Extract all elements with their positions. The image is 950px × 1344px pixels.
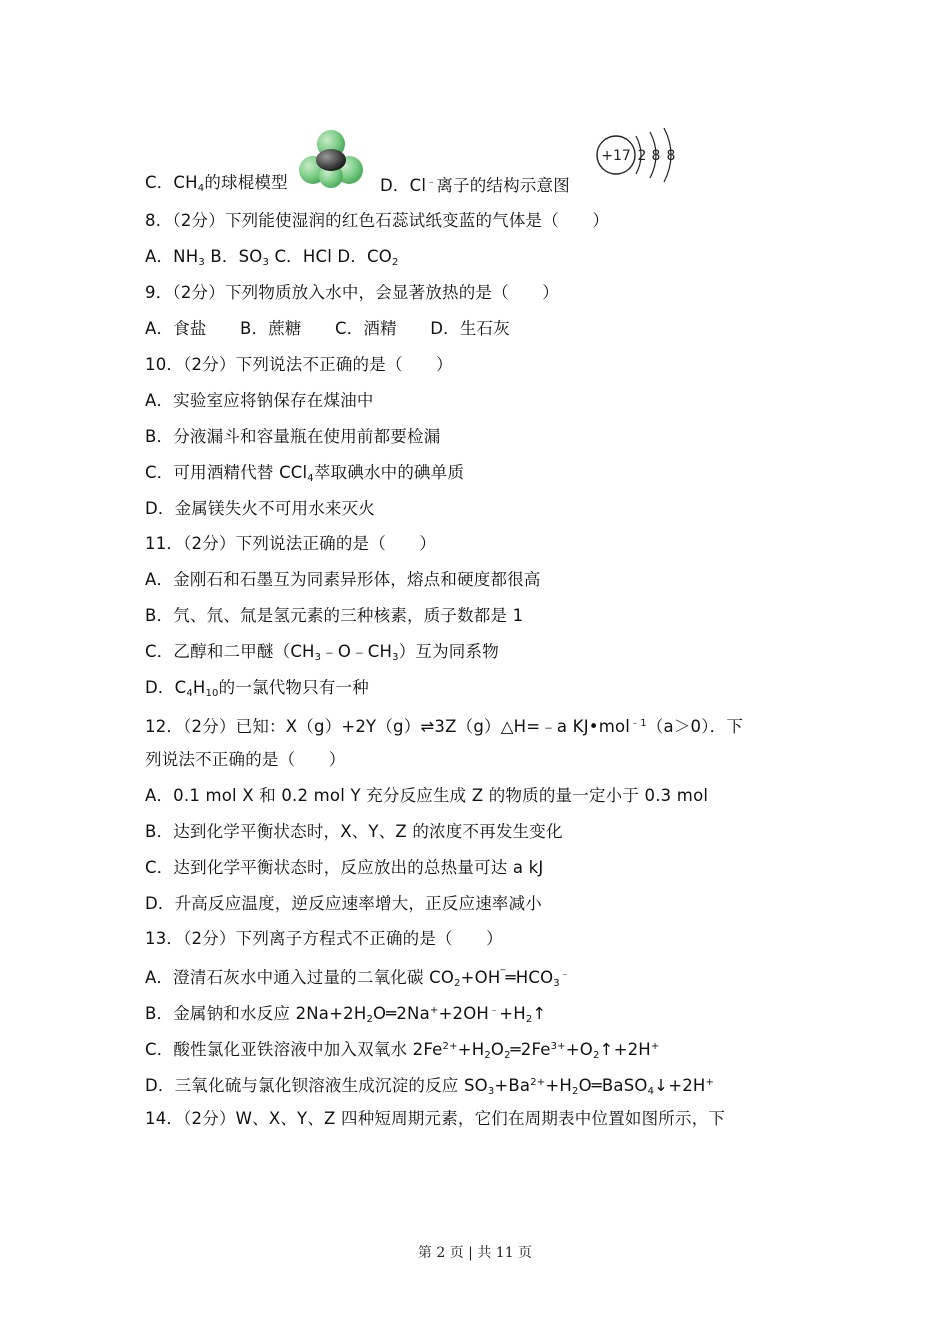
q7-c-text-post: 的球棍模型 bbox=[204, 173, 288, 192]
q13-c-post: ↑+2H bbox=[599, 1040, 651, 1059]
q11-option-d bbox=[145, 677, 369, 705]
q10-option-b: B．分液漏斗和容量瓶在使用前都要检漏 bbox=[145, 427, 441, 446]
q12-stem-post: （a＞0）．下 bbox=[646, 717, 744, 736]
q12-stem-line2: 列说法不正确的是（ ） bbox=[145, 750, 346, 769]
q11-d-post: 的一氯代物只有一种 bbox=[218, 678, 369, 697]
q14-stem: 14．（2分）W、X、Y、Z 四种短周期元素，它们在周期表中位置如图所示，下 bbox=[145, 1109, 726, 1128]
q7-d-text: D．Cl bbox=[380, 176, 427, 195]
q11-d-text: D．C bbox=[145, 678, 187, 697]
q13-d-text: D．三氧化硫与氯化钡溶液生成沉淀的反应 SO bbox=[145, 1076, 488, 1095]
q13-c-sub3: 2 bbox=[592, 1050, 600, 1061]
shell-2-electrons: 8 bbox=[651, 148, 661, 164]
q7-option-d bbox=[380, 172, 570, 197]
q13-c-sub1: 2 bbox=[484, 1050, 491, 1061]
q10-c-sub: 4 bbox=[307, 473, 314, 484]
q9-stem: 9．（2分）下列物质放入水中，会显著放热的是（ ） bbox=[145, 283, 559, 302]
carbon-atom bbox=[316, 149, 346, 171]
q13-c-sup1: 2+ bbox=[442, 1041, 458, 1052]
q7-d-text-post: 离子的结构示意图 bbox=[436, 176, 570, 195]
q13-option-a bbox=[145, 964, 570, 995]
q13-b-sub2: 2 bbox=[525, 1014, 533, 1025]
q13-option-d bbox=[145, 1072, 714, 1103]
q10-c-text-post: 萃取碘水中的碘单质 bbox=[313, 463, 465, 482]
q13-c-sup2: 3+ bbox=[550, 1041, 566, 1052]
q11-option-a: A．金刚石和石墨互为同素异形体，熔点和硬度都很高 bbox=[145, 570, 541, 589]
q13-b-sup2: ﹣ bbox=[489, 1005, 500, 1016]
q10-option-d: D．金属镁失火不可用水来灭火 bbox=[145, 499, 376, 518]
q8-cd: C．HCl D．CO bbox=[269, 247, 392, 266]
q13-a-sup2: ﹣ bbox=[559, 969, 571, 980]
q13-d-sub1: 3 bbox=[487, 1086, 495, 1097]
q13-a-sup1: ‾ bbox=[500, 969, 506, 980]
ch4-ball-stick-model-figure bbox=[298, 126, 364, 190]
q11-option-b: B．氕、氘、氚是氢元素的三种核素，质子数都是 1 bbox=[145, 606, 524, 625]
q13-d-post: ↓+2H bbox=[654, 1076, 706, 1095]
q10-option-c bbox=[145, 462, 464, 490]
q8-d-sub: 2 bbox=[391, 257, 399, 268]
q12-stem-line1 bbox=[145, 713, 743, 738]
q11-c-sub2: 3 bbox=[392, 652, 399, 663]
q11-c-post: ）互为同系物 bbox=[398, 642, 499, 661]
q13-b-sub1: 2 bbox=[366, 1014, 374, 1025]
q13-d-mid: +Ba bbox=[494, 1076, 531, 1095]
q13-c-sup3: + bbox=[650, 1041, 660, 1052]
q13-a-text: A．澄清石灰水中通入过量的二氧化碳 CO bbox=[145, 968, 455, 987]
q13-d-mid2: +H bbox=[545, 1076, 573, 1095]
q13-a-sub2: 3 bbox=[553, 978, 560, 989]
nucleus-charge: +17 bbox=[601, 148, 631, 164]
q13-d-sub2: 2 bbox=[572, 1086, 579, 1097]
q7-c-sub: 4 bbox=[197, 183, 205, 194]
q13-option-b bbox=[145, 1000, 546, 1031]
q13-b-mid3: +H bbox=[499, 1004, 526, 1023]
q11-c-text: C．乙醇和二甲醚（CH bbox=[145, 642, 315, 661]
q12-option-b: B．达到化学平衡状态时，X、Y、Z 的浓度不再发生变化 bbox=[145, 822, 563, 841]
q13-b-text: B．金属钠和水反应 2Na+2H bbox=[145, 1004, 367, 1023]
q8-a: A．NH bbox=[145, 247, 199, 266]
q13-c-mid4: +O bbox=[565, 1040, 593, 1059]
q8-options bbox=[145, 246, 399, 274]
q13-b-mid2: +2OH bbox=[438, 1004, 490, 1023]
q13-a-mid: +OH bbox=[460, 968, 501, 987]
q13-b-post: ↑ bbox=[532, 1004, 547, 1023]
q10-c-text: C．可用酒精代替 CCl bbox=[145, 463, 308, 482]
q13-c-text: C．酸性氯化亚铁溶液中加入双氧水 2Fe bbox=[145, 1040, 443, 1059]
q13-c-sub2: 2 bbox=[504, 1050, 511, 1061]
q13-a-mid2: ═HCO bbox=[505, 968, 554, 987]
q12-stem-text: 12．（2分）已知：X（g）+2Y（g）⇌3Z（g）△H=﹣a KJ•mol bbox=[145, 717, 631, 736]
shell-1-electrons: 2 bbox=[637, 148, 647, 164]
q12-option-d: D．升高反应温度，逆反应速率增大，正反应速率减小 bbox=[145, 894, 543, 913]
page-footer: 第 2 页 | 共 11 页 bbox=[417, 1245, 533, 1261]
q13-b-sup1: + bbox=[429, 1005, 439, 1016]
q13-c-mid2: O bbox=[490, 1040, 505, 1059]
q12-option-c: C．达到化学平衡状态时，反应放出的总热量可达 a kJ bbox=[145, 858, 544, 877]
q8-stem: 8．（2分）下列能使湿润的红色石蕊试纸变蓝的气体是（ ） bbox=[145, 211, 610, 230]
q10-stem: 10．（2分）下列说法不正确的是（ ） bbox=[145, 355, 453, 374]
q13-d-sup2: + bbox=[705, 1077, 715, 1088]
q8-b: B．SO bbox=[204, 247, 263, 266]
q12-option-a: A．0.1 mol X 和 0.2 mol Y 充分反应生成 Z 的物质的量一定小于 0.3 mol bbox=[145, 786, 709, 805]
q13-a-sub1: 2 bbox=[454, 978, 461, 989]
q11-d-mid: H bbox=[192, 678, 206, 697]
q11-d-sub2: 10 bbox=[205, 688, 219, 699]
q13-d-mid3: O═BaSO bbox=[578, 1076, 648, 1095]
cl-ion-structure-diagram bbox=[594, 128, 686, 186]
q7-d-sup: ﹣ bbox=[426, 177, 437, 188]
q8-b-sub: 3 bbox=[262, 257, 269, 268]
q13-d-sub3: 4 bbox=[647, 1086, 655, 1097]
q10-option-a: A．实验室应将钠保存在煤油中 bbox=[145, 391, 374, 410]
q13-b-mid: O═2Na bbox=[373, 1004, 430, 1023]
q8-a-sub: 3 bbox=[198, 257, 205, 268]
q13-option-c bbox=[145, 1036, 660, 1067]
q7-c-text: C．CH bbox=[145, 173, 198, 192]
q13-d-sup1: 2+ bbox=[530, 1077, 546, 1088]
q7-option-c bbox=[145, 172, 288, 200]
q11-c-sub1: 3 bbox=[314, 652, 322, 663]
q12-stem-sup: ﹣1 bbox=[630, 718, 647, 729]
q13-c-mid: +H bbox=[457, 1040, 485, 1059]
q11-d-sub1: 4 bbox=[186, 688, 193, 699]
q11-stem: 11．（2分）下列说法正确的是（ ） bbox=[145, 534, 437, 553]
q11-c-mid: ﹣O﹣CH bbox=[321, 642, 393, 661]
shell-3-electrons: 8 bbox=[666, 148, 676, 164]
q11-option-c bbox=[145, 641, 499, 669]
q13-c-mid3: ═2Fe bbox=[510, 1040, 551, 1059]
q9-options: A．食盐 B．蔗糖 C．酒精 D．生石灰 bbox=[145, 319, 510, 338]
q13-stem: 13．（2分）下列离子方程式不正确的是（ ） bbox=[145, 929, 503, 948]
